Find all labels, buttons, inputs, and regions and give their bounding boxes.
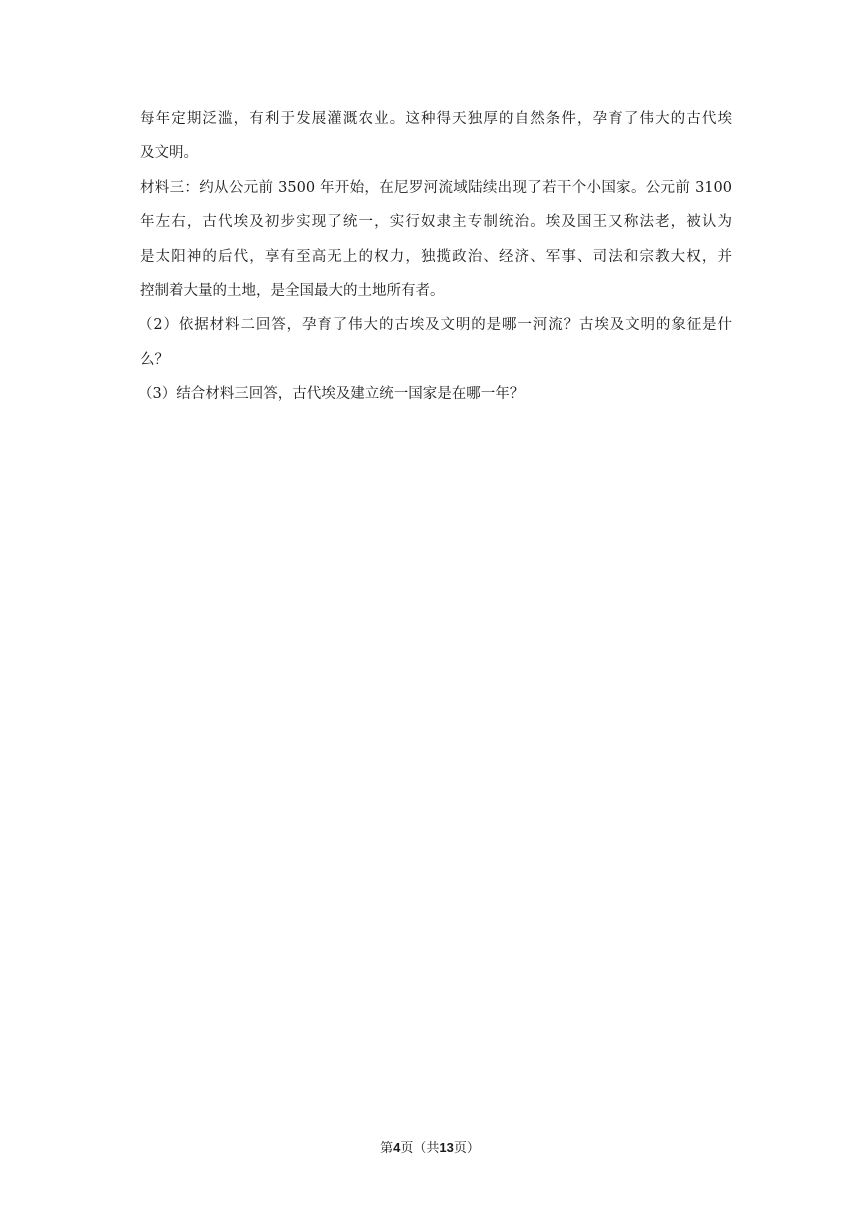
text-line: 及文明。 bbox=[140, 145, 198, 162]
text-line: 每年定期泛滥，有利于发展灌溉农业。这种得天独厚的自然条件，孕育了伟大的古代埃 bbox=[140, 111, 732, 127]
text-line: 材料三：约从公元前 3500 年开始，在尼罗河流域陆续出现了若干个小国家。公元前 3100 bbox=[140, 179, 732, 196]
text-line: 是太阳神的后代，享有至高无上的权力，独揽政治、经济、军事、司法和宗教大权，并 bbox=[140, 248, 732, 265]
footer-middle: 页（共 bbox=[400, 1141, 440, 1156]
footer-suffix: 页） bbox=[453, 1141, 480, 1156]
text-line: 控制着大量的土地，是全国最大的土地所有者。 bbox=[140, 282, 445, 299]
question-two bbox=[140, 308, 732, 377]
text-line: 年左右，古代埃及初步实现了统一，实行奴隶主专制统治。埃及国王又称法老，被认为 bbox=[140, 214, 732, 231]
text-line: （2）依据材料二回答，孕育了伟大的古埃及文明的是哪一河流？古埃及文明的象征是什 bbox=[138, 317, 732, 334]
text-line: （3）结合材料三回答，古代埃及建立统一国家是在哪一年？ bbox=[138, 386, 525, 403]
material-three-paragraph bbox=[140, 171, 732, 309]
text-line: 么？ bbox=[140, 351, 169, 368]
question-three bbox=[140, 377, 732, 411]
material-two-continuation bbox=[140, 102, 732, 171]
total-page-count: 13 bbox=[439, 1140, 454, 1155]
page-footer bbox=[0, 1139, 860, 1158]
footer-prefix: 第 bbox=[380, 1141, 394, 1156]
document-body bbox=[140, 102, 732, 412]
current-page-number: 4 bbox=[393, 1140, 401, 1155]
